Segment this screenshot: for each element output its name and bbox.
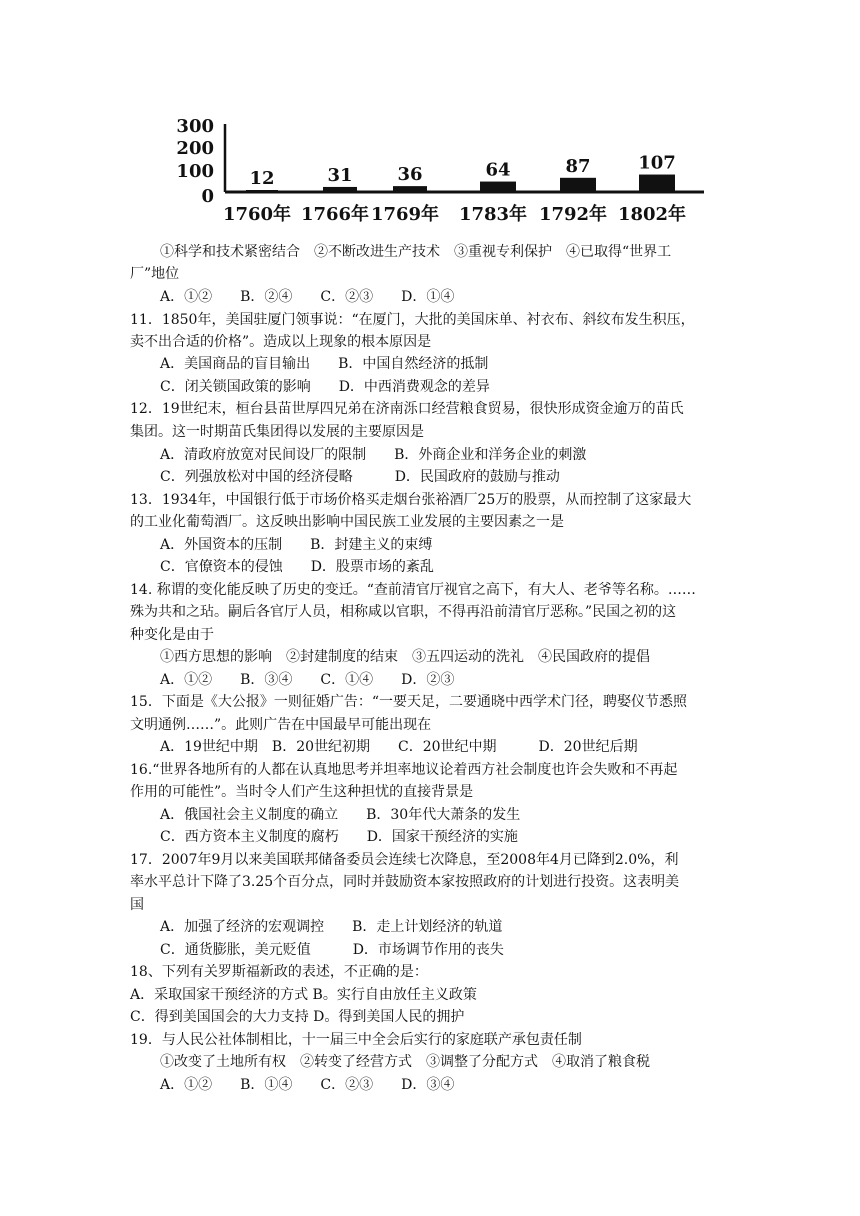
text-line: C．通货膨胀，美元贬值 D．市场调节作用的丧失: [160, 942, 504, 958]
text-line: A．19世纪中期 B．20世纪初期 C．20世纪中期 D．20世纪后期: [160, 739, 638, 755]
category-label: 1792年: [538, 204, 608, 225]
text-line: 殊为共和之玷。嗣后各官厅人员，相称咸以官职，不得再沿前清官厅恶称。”民国之初的这: [130, 604, 677, 620]
text-line: A．外国资本的压制 B．封建主义的束缚: [160, 537, 433, 553]
category-label: 1760年: [222, 204, 292, 225]
text-line: A．清政府放宽对民间设厂的限制 B．外商企业和洋务企业的刺激: [160, 447, 587, 463]
bar-value-label: 64: [485, 159, 511, 181]
text-line: 11．1850年，美国驻厦门领事说：“在厦门，大批的美国床单、衬衣布、斜纹布发生积压，: [130, 312, 695, 328]
text-line: C．西方资本主义制度的腐朽 D．国家干预经济的实施: [160, 829, 518, 845]
bar-value-label: 107: [638, 152, 676, 174]
text-line: C．得到美国国会的大力支持 D。得到美国人民的拥护: [130, 1009, 465, 1025]
text-line: C．闭关锁国政策的影响 D．中西消费观念的差异: [160, 379, 490, 395]
text-line: A．加强了经济的宏观调控 B．走上计划经济的轨道: [160, 919, 503, 935]
text-line: 16.“世界各地所有的人都在认真地思考并坦率地议论着西方社会制度也许会失败和不再起: [130, 762, 678, 778]
text-line: C．列强放松对中国的经济侵略 D．民国政府的鼓励与推动: [160, 469, 560, 485]
text-line: A．①② B．②④ C．②③ D．①④: [160, 289, 455, 305]
text-line: ①西方思想的影响 ②封建制度的结束 ③五四运动的洗礼 ④民国政府的提倡: [160, 649, 650, 665]
text-line: 14. 称谓的变化能反映了历史的变迁。“查前清官厅视官之高下，有大人、老爷等名称。……: [130, 582, 696, 598]
category-label: 1769年: [370, 204, 440, 225]
text-line: 19．与人民公社体制相比，十一届三中全会后实行的家庭联产承包责任制: [130, 1032, 582, 1048]
bar: [393, 186, 427, 192]
text-line: ①科学和技术紧密结合 ②不断改进生产技术 ③重视专利保护 ④已取得“世界工: [160, 244, 672, 260]
text-line: 厂”地位: [130, 266, 180, 282]
bar: [323, 187, 357, 192]
y-tick-label: 0: [201, 186, 214, 207]
category-label: 1783年: [458, 204, 528, 225]
bar-value-label: 12: [249, 168, 275, 189]
text-line: A．美国商品的盲目输出 B．中国自然经济的抵制: [160, 356, 489, 372]
category-label: 1766年: [300, 204, 370, 225]
text-line: 13．1934年，中国银行低于市场价格买走烟台张裕酒厂25万的股票，从而控制了这家最大: [130, 492, 692, 508]
bar: [246, 190, 278, 192]
bar-value-label: 36: [397, 164, 423, 186]
text-line: A．①② B．①④ C．②③ D．③④: [160, 1077, 455, 1093]
text-line: 的工业化葡萄酒厂。这反映出影响中国民族工业发展的主要因素之一是: [130, 514, 564, 530]
text-line: 卖不出合适的价格”。造成以上现象的根本原因是: [130, 334, 432, 350]
text-line: 国: [130, 897, 144, 913]
text-line: A．俄国社会主义制度的确立 B．30年代大萧条的发生: [160, 807, 521, 823]
text-line: 文明通例……”。此则广告在中国最早可能出现在: [130, 717, 432, 733]
text-line: 18、下列有关罗斯福新政的表述，不正确的是：: [130, 964, 428, 980]
text-line: 率水平总计下降了3.25个百分点，同时并鼓励资本家按照政府的计划进行投资。这表明美: [130, 874, 680, 890]
bar: [639, 175, 675, 192]
bar: [560, 178, 596, 192]
bar-value-label: 87: [565, 155, 591, 177]
text-line: 作用的可能性”。当时令人们产生这种担忧的直接背景是: [130, 784, 474, 800]
bar: [480, 182, 516, 192]
text-line: A．①② B．③④ C．①④ D．②③: [160, 672, 455, 688]
text-line: ①改变了土地所有权 ②转变了经营方式 ③调整了分配方式 ④取消了粮食税: [160, 1054, 650, 1070]
bar-chart: [170, 110, 710, 230]
bar-value-label: 31: [327, 164, 353, 186]
y-tick-label: 200: [176, 138, 214, 159]
text-line: 15．下面是《大公报》一则征婚广告：“一要天足，二要通晓中西学术门径，聘娶仪节悉照: [130, 694, 687, 710]
text-line: 种变化是由于: [130, 627, 214, 643]
text-line: 集团。这一时期苗氏集团得以发展的主要原因是: [130, 424, 424, 440]
text-line: A．采取国家干预经济的方式 B。实行自由放任主义政策: [130, 987, 477, 1003]
category-label: 1802年: [617, 204, 687, 225]
text-line: 12．19世纪末，桓台县苗世厚四兄弟在济南泺口经营粮食贸易，很快形成资金逾万的苗氏: [130, 401, 684, 417]
text-line: C．官僚资本的侵蚀 D．股票市场的紊乱: [160, 559, 434, 575]
y-tick-label: 100: [176, 161, 214, 182]
y-tick-label: 300: [176, 116, 214, 137]
text-line: 17．2007年9月以来美国联邦储备委员会连续七次降息，至2008年4月已降到2.0%，利: [130, 852, 679, 868]
